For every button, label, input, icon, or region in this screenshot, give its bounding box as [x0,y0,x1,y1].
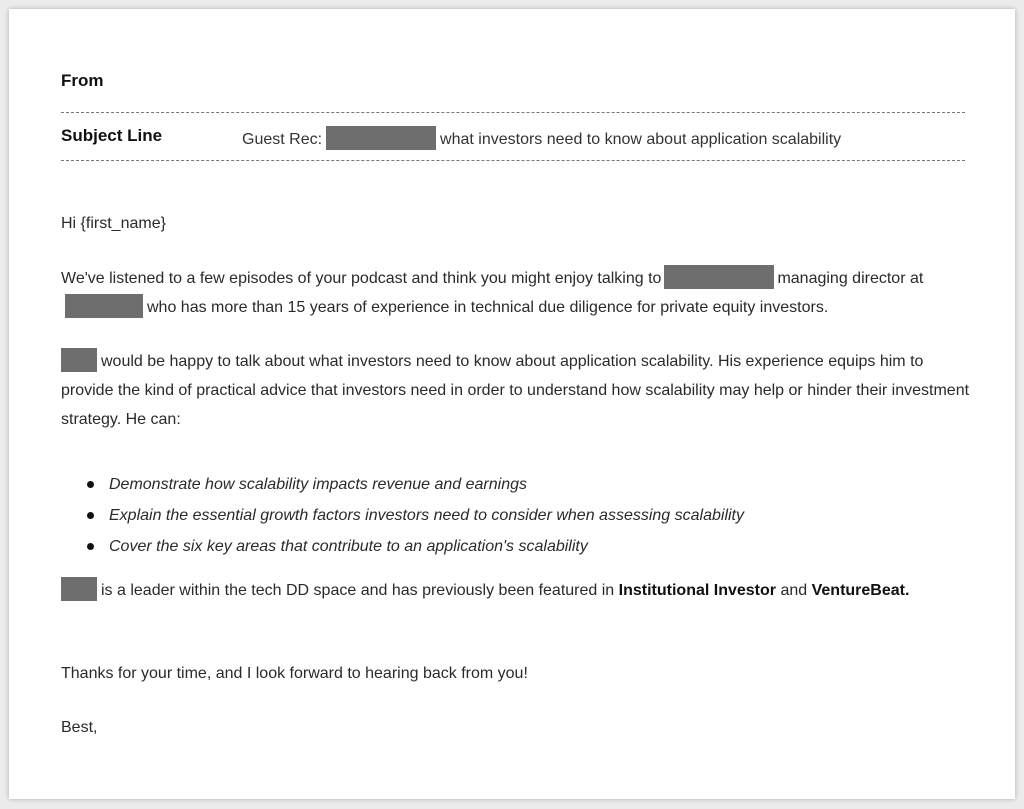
list-item [61,531,744,562]
talking-point-text: Cover the six key areas that contribute to an application's scalability [109,538,588,555]
bullet-icon [87,481,94,488]
list-item [61,469,744,500]
greeting: Hi {first_name} [61,215,166,232]
publication-venturebeat: VentureBeat. [811,582,910,599]
list-item [61,500,744,531]
credentials-paragraph [61,576,971,605]
redacted-guest-first-name [61,577,97,601]
redacted-guest-first-name [61,348,97,372]
email-template-document [9,9,1015,799]
talking-point-text: Demonstrate how scalability impacts revenue and earnings [109,476,527,493]
intro-paragraph [61,264,971,322]
subject-line [242,126,841,150]
divider-bottom [61,160,965,161]
subject-suffix: what investors need to know about application scalability [440,131,842,148]
signoff: Best, [61,719,98,736]
redacted-company-name [65,294,143,318]
subject-prefix: Guest Rec: [242,131,323,148]
closing-line: Thanks for your time, and I look forward to hearing back from you! [61,665,528,682]
from-label: From [61,71,104,90]
credentials-text: is a leader within the tech DD space and has previously been featured in [101,582,615,599]
topic-paragraph [61,347,971,434]
bullet-icon [87,512,94,519]
topic-text: would be happy to talk about what investors need to know about application scalability. His experience equips him to provide the kind of practical advice that investors need in order to understand how scalability may help or hinder their investment strategy. He can: [61,353,970,428]
publication-institutional-investor: Institutional Investor [618,582,776,599]
bullet-icon [87,543,94,550]
talking-points-list [61,469,744,562]
intro-text-1: We've listened to a few episodes of your podcast and think you might enjoy talking to [61,270,662,287]
subject-label: Subject Line [61,126,163,145]
talking-point-text: Explain the essential growth factors investors need to consider when assessing scalability [109,507,744,524]
intro-text-2: managing director at [777,270,924,287]
redacted-guest-name [326,126,436,150]
redacted-guest-name [664,265,774,289]
credentials-and: and [780,582,808,599]
intro-text-3: who has more than 15 years of experience in technical due diligence for private equity investors. [147,299,829,316]
divider-top [61,112,965,113]
